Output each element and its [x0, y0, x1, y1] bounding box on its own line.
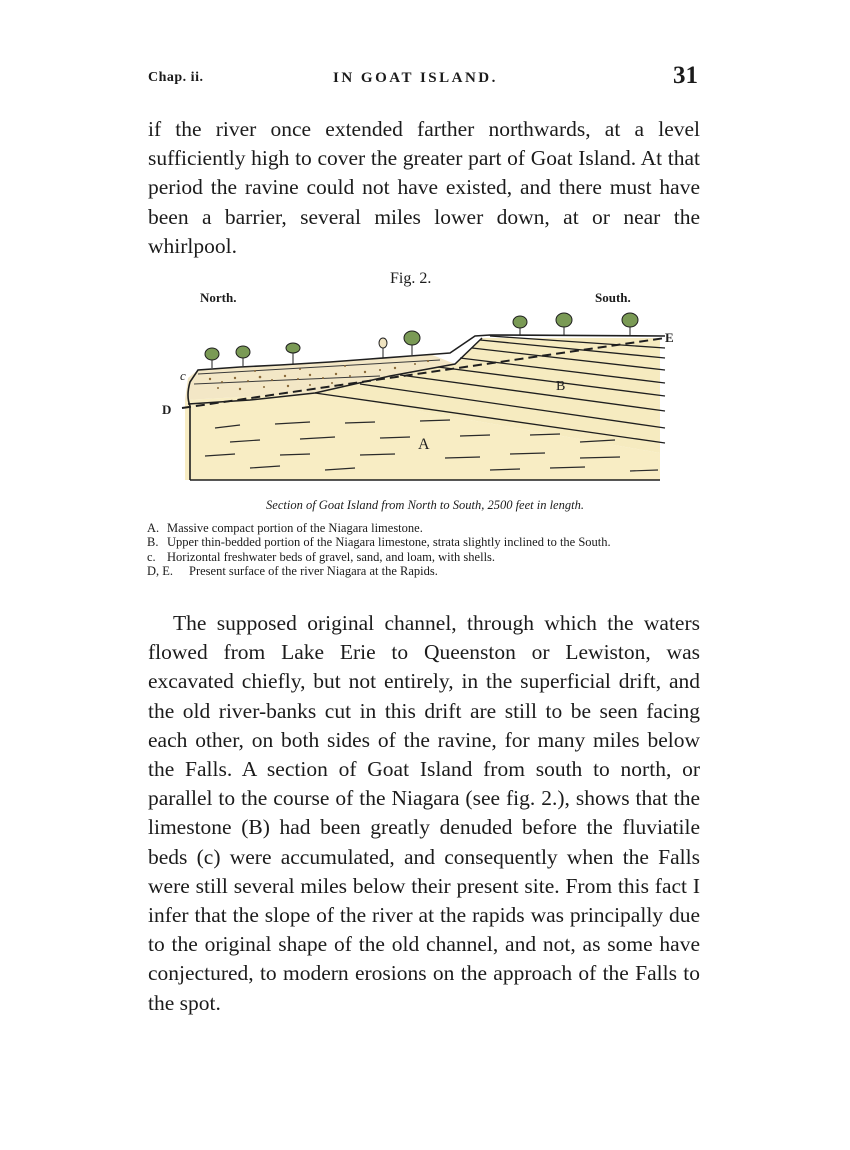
mark-e: E	[665, 330, 674, 345]
tree-1	[205, 348, 219, 368]
tree-3	[286, 343, 300, 364]
legend-text: Present surface of the river Niagara at the Rapids.	[189, 563, 438, 578]
page-header	[148, 62, 698, 98]
legend-key: B.	[147, 535, 159, 550]
tree-6	[513, 316, 527, 335]
mark-c: c	[180, 368, 186, 383]
legend-text: Horizontal freshwater beds of gravel, sand, and loam, with shells.	[167, 549, 496, 564]
body-paragraph-2: The supposed original channel, through which the waters flowed from Lake Erie to Queenston or Lewiston, was excavated chiefly, but not entirely, in the superficial drift, and the old river-banks cut in this drift are still to be seen facing each other, on both sides of the ravine, for many miles below the Falls. A section of Goat Island from south to north, or parallel to the course of the Niagara (see fig. 2.), shows that the limestone (B) had been greatly denuded before the fluviatile beds (c) were accumulated, and consequently when the Falls were still several miles below their present site. From this fact I infer that the slope of the river at the rapids was principally due to the original shape of the old channel, and not, as some have conjectured, to modern erosions on the approach of the Falls to the spot.	[148, 611, 700, 1015]
legend-item-a	[147, 521, 707, 535]
figure-caption: Section of Goat Island from North to South, 2500 feet in length.	[266, 498, 584, 512]
figure-label: Fig. 2.	[390, 270, 432, 287]
mark-d: D	[162, 402, 172, 417]
figure-legend	[147, 521, 707, 578]
legend-key: A.	[147, 521, 160, 535]
legend-key: c.	[147, 549, 156, 564]
mark-a: A	[418, 436, 430, 453]
tree-5	[404, 331, 420, 355]
legend-text: Massive compact portion of the Niagara limestone.	[167, 521, 423, 535]
tree-7	[556, 313, 572, 335]
mark-b: B	[556, 379, 566, 394]
legend-item-c	[147, 550, 707, 564]
running-title: IN GOAT ISLAND.	[333, 70, 498, 86]
geological-section-figure	[160, 308, 690, 493]
tree-8	[622, 313, 638, 335]
direction-south-label: South.	[595, 290, 631, 305]
body-paragraph-1: if the river once extended farther northwards, at a level sufficiently high to cover the greater part of Goat Island. At that period the ravine could not have existed, and there must have been a barrier, several miles lower down, at or near the whirlpool.	[148, 117, 700, 258]
legend-item-b	[147, 535, 707, 549]
page-number: 31	[673, 62, 698, 89]
legend-text: Upper thin-bedded portion of the Niagara limestone, strata slightly inclined to the South.	[167, 535, 611, 550]
legend-item-de	[147, 564, 707, 578]
legend-key: D, E.	[147, 563, 174, 578]
tree-2	[236, 346, 250, 366]
chapter-label: Chap. ii.	[148, 70, 204, 85]
direction-north-label: North.	[200, 290, 237, 305]
tree-4	[379, 338, 387, 358]
